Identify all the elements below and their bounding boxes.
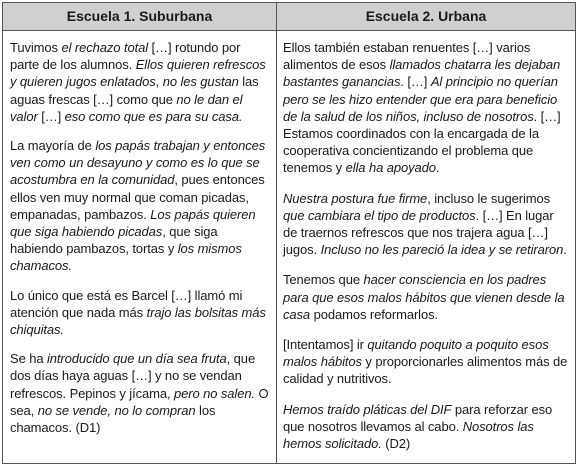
text-segment: podamos reformarlos. [310, 306, 439, 322]
text-segment: . […] En lugar de traernos refrescos que nos trajera agua […] jugos. [283, 207, 554, 258]
header-escuela-suburbana: Escuela 1. Suburbana [66, 8, 213, 24]
text-segment: Tenemos que [283, 272, 364, 288]
quote-paragraph [10, 350, 272, 436]
emphasized-text: los papás trabajan y entonces ven como un desayuno y como es lo que se acostumbra en la comunidad [10, 138, 266, 188]
text-segment: . [563, 242, 567, 258]
quote-paragraph [283, 39, 571, 177]
emphasized-text: Al principio no querían pero se les hizo entender que era para beneficio de la salud de los niños, incluso de nosotros [283, 74, 558, 124]
emphasized-text: no se vende, no lo compran [37, 402, 196, 418]
emphasized-text: los mismos chamacos. [10, 241, 242, 274]
text-segment: Lo único que está es Barcel […] llamó mi atención que nada más [10, 287, 243, 320]
emphasized-text: no les gustan [162, 74, 239, 90]
quote-paragraph [283, 190, 571, 259]
text-segment: , incluso le sugerimos [427, 190, 550, 206]
text-segment: O sea, [10, 385, 269, 418]
text-segment: (D2) [381, 436, 411, 452]
emphasized-text: Incluso no les pareció la idea y se retiraron [320, 242, 564, 258]
text-segment: para reforzar eso que nosotros llevamos al cabo. [283, 401, 553, 434]
table-header-row [3, 3, 575, 31]
text-segment: […] [37, 108, 65, 124]
quote-paragraph [283, 401, 571, 453]
text-segment: las aguas frescas […] como que [10, 74, 259, 107]
quote-paragraph [10, 39, 272, 125]
text-segment: . […] [400, 74, 431, 90]
quote-paragraph [10, 137, 272, 275]
text-segment: y proporcionarles alimentos más de calidad y nutritivos. [283, 354, 568, 387]
comparison-table [2, 2, 576, 464]
text-segment: . [435, 160, 440, 176]
text-segment: [Intentamos] ir [283, 337, 368, 353]
text-segment: los chamacos. (D1) [10, 402, 216, 436]
text-segment: Tuvimos [10, 40, 62, 55]
column-urbana [283, 39, 571, 452]
emphasized-text: que cambiara el tipo de productos [283, 207, 476, 223]
emphasized-text: Nuestra postura fue firme [283, 190, 428, 206]
emphasized-text: no le dan el valor [10, 91, 243, 124]
emphasized-text: quitando poquito a poquito esos malos hábitos [283, 337, 549, 370]
text-segment: , pues entonces ellos ven muy normal que coman picadas, empanadas, pambazos. [10, 172, 265, 222]
header-escuela-urbana: Escuela 2. Urbana [365, 8, 487, 24]
emphasized-text: trajo las bolsitas más chiquitas. [10, 304, 266, 338]
quote-paragraph [10, 287, 272, 339]
emphasized-text: llamados chatarra les dejaban bastantes ganancias [283, 57, 561, 90]
column-divider [276, 3, 277, 463]
text-segment: Ellos también estaban renuentes […] varios alimentos de esos [283, 40, 531, 73]
column-suburbana [10, 39, 272, 448]
text-segment: , que siga habiendo pambazos, tortas y [10, 224, 218, 257]
emphasized-text: Hemos traído pláticas del DIF [283, 401, 452, 417]
quote-paragraph [283, 336, 571, 388]
emphasized-text: hacer consciencia en los padres para que esos malos hábitos que vienen desde la casa [283, 272, 565, 322]
text-segment: , que dos días haya aguas […] y no se vendan refrescos. Pepinos y jícama, [10, 351, 256, 401]
emphasized-text: introducido que un día sea fruta [47, 351, 227, 367]
emphasized-text: ella ha apoyado [345, 160, 436, 176]
emphasized-text: eso como que es para su casa. [64, 108, 243, 124]
emphasized-text: Los papás quieren que siga habiendo picadas [10, 206, 256, 240]
emphasized-text: pero no salen. [174, 385, 255, 401]
emphasized-text: el rechazo total [61, 40, 149, 55]
text-segment: Se ha [10, 351, 47, 367]
emphasized-text: Ellos quieren refrescos y quieren jugos enlatados [10, 57, 266, 90]
emphasized-text: Nosotros las hemos solicitado. [283, 418, 534, 452]
quote-paragraph [283, 271, 571, 323]
text-segment: , [155, 74, 163, 90]
text-segment: La mayoría de [10, 138, 96, 154]
text-segment: […] rotundo por parte de los alumnos. [10, 40, 241, 73]
text-segment: . […] Estamos coordinados con la encargada de la cooperativa concientizando el problema que tenemos y [283, 108, 561, 176]
